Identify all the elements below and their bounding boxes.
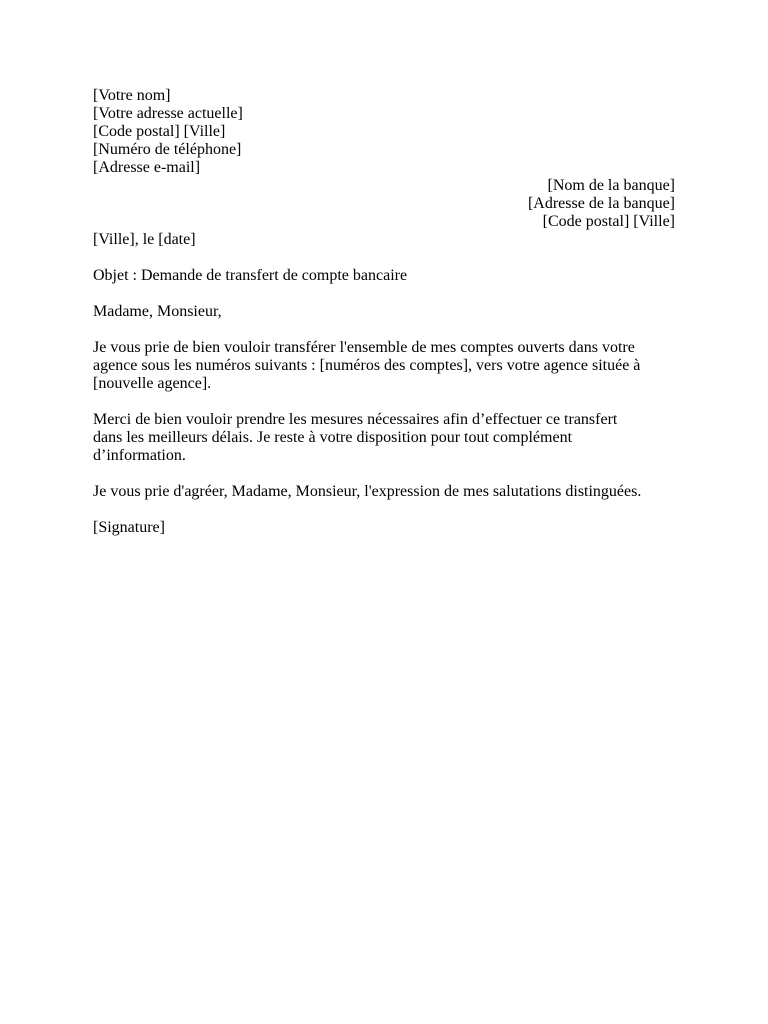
paragraph-line: agence sous les numéros suivants : [numéros des comptes], vers votre agence située à xyxy=(93,357,641,374)
signature-placeholder: [Signature] xyxy=(93,519,165,536)
place-date: [Ville], le [date] xyxy=(93,231,196,248)
paragraph-line: dans les meilleurs délais. Je reste à votre disposition pour tout complément xyxy=(93,429,573,446)
recipient-bank-address: [Adresse de la banque] xyxy=(527,195,675,212)
closing-formula: Je vous prie d'agréer, Madame, Monsieur, l'expression de mes salutations distinguées. xyxy=(93,483,642,500)
salutation-block xyxy=(93,303,675,321)
paragraph-request xyxy=(93,339,675,393)
recipient-bank-name: [Nom de la banque] xyxy=(547,177,675,194)
sender-block xyxy=(93,87,675,177)
paragraph-line: [nouvelle agence]. xyxy=(93,375,212,392)
sender-name: [Votre nom] xyxy=(93,87,171,104)
sender-email: [Adresse e-mail] xyxy=(93,159,201,176)
paragraph-line: d’information. xyxy=(93,447,186,464)
subject-line: Objet : Demande de transfert de compte bancaire xyxy=(93,267,408,284)
sender-address: [Votre adresse actuelle] xyxy=(93,105,243,122)
sender-postal-city: [Code postal] [Ville] xyxy=(93,123,226,140)
recipient-block xyxy=(93,177,675,231)
letter-body xyxy=(93,87,675,537)
paragraph-thanks xyxy=(93,411,675,465)
recipient-postal-city: [Code postal] [Ville] xyxy=(542,213,675,230)
paragraph-line: Je vous prie de bien vouloir transférer l'ensemble de mes comptes ouverts dans votre xyxy=(93,339,635,356)
closing-block xyxy=(93,483,675,501)
salutation: Madame, Monsieur, xyxy=(93,303,222,320)
signature-block xyxy=(93,519,675,537)
paragraph-line: Merci de bien vouloir prendre les mesures nécessaires afin d’effectuer ce transfert xyxy=(93,411,618,428)
subject-line-block xyxy=(93,267,675,285)
sender-phone: [Numéro de téléphone] xyxy=(93,141,242,158)
